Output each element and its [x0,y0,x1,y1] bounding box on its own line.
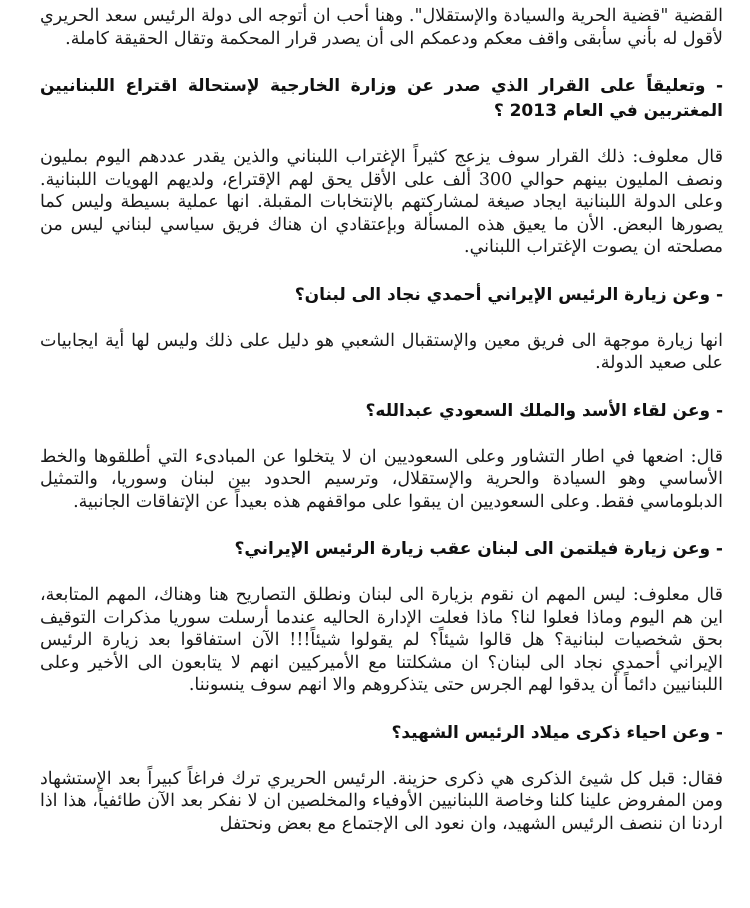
answer-ahmadinejad-visit: انها زيارة موجهة الى فريق معين والإستقبال الشعبي هو دليل على ذلك وليس لها أية ايجابيات على صعيد الدولة. [40,330,723,373]
article-page [40,0,723,908]
question-feltman-visit: - وعن زيارة فيلتمن الى لبنان عقب زيارة الرئيس الإيراني؟ [234,539,723,559]
answer-martyr-anniversary: فقال: قبل كل شيئ الذكرى هي ذكرى حزينة. الرئيس الحريري ترك فراغاً كبيراً بعد الإستشهاد ومن المفروض علينا كلنا وخاصة اللبنانيين الأوفياء والمخلصين ان لا نفكر بعد الآن طائفياً، هذا اذا اردنا ان ننصف الرئيس الشهيد، وان نعود الى الإجتماع مع بعض ونحتفل [40,768,723,834]
question-martyr-anniversary: - وعن احياء ذكرى ميلاد الرئيس الشهيد؟ [391,722,723,743]
question-foreign-ministry-vote: - وتعليقاً على القرار الذي صدر عن وزارة الخارجية لإستحالة اقتراع اللبنانيين المغتربين في العام 2013 ؟ [40,76,723,121]
answer-assad-abdullah-meeting: قال: اضعها في اطار التشاور وعلى السعوديين ان لا يتخلوا عن المبادىء التي أطلقوها والخط الأساسي وهو السيادة والحرية والإستقلال، وترسيم الحدود بين لبنان وسوريا، والتمثيل الدبلوماسي فقط. وعلى السعوديين ان يبقوا على مواقفهم هذه بعيداً عن الإتفاقات الجانبية. [40,446,723,512]
question-assad-abdullah-meeting: - وعن لقاء الأسد والملك السعودي عبدالله؟ [365,400,723,421]
intro-paragraph: القضية "قضية الحرية والسيادة والإستقلال". وهنا أحب ان أتوجه الى دولة الرئيس سعد الحريري لأقول له بأني سأبقى واقف معكم ودعمكم الى أن يصدر قرار المحكمة وتقال الحقيقة كاملة. [40,6,723,49]
question-ahmadinejad-visit: - وعن زيارة الرئيس الإيراني أحمدي نجاد الى لبنان؟ [294,284,723,305]
answer-foreign-ministry-vote: قال معلوف: ذلك القرار سوف يزعج كثيراً الإغتراب اللبناني والذين يقدر عددهم اليوم بمليون ونصف المليون بينهم حوالي 300 ألف على الأقل يحق لهم الإقتراع، ولديهم الهويات اللبنانية. وعلى الدولة اللبنانية ايجاد صيغة لمشاركتهم بالإنتخابات المقبلة. انها عملية بسيطة وليس كما يصورها البعض. الأن ما يعيق هذه المسألة وبإعتقادي ان هناك فريق سياسي لبناني ليس من مصلحته ان يصوت الإغتراب اللبناني. [40,147,723,257]
answer-feltman-visit: قال معلوف: ليس المهم ان نقوم بزيارة الى لبنان ونطلق التصاريح هنا وهناك، المهم المتابعة، اين هم اليوم وماذا فعلوا لنا؟ ماذا فعلت الإدارة الحاليه عندما أرسلت سوريا مذكرات التوقيف بحق شخصيات لبنانية؟ هل قالوا شيئاً؟ لم يقولوا شيئاً!!! الآن استفاقوا بعد زيارة الرئيس الإيراني أحمدي نجاد الى لبنان؟ ان مشكلتنا مع الأميركيين انهم لا يتابعون الى الأخير وعلى اللبنانيين دائماً أن يدقوا لهم الجرس حتى يتذكروهم والا انهم سوف ينسوننا. [40,585,723,695]
